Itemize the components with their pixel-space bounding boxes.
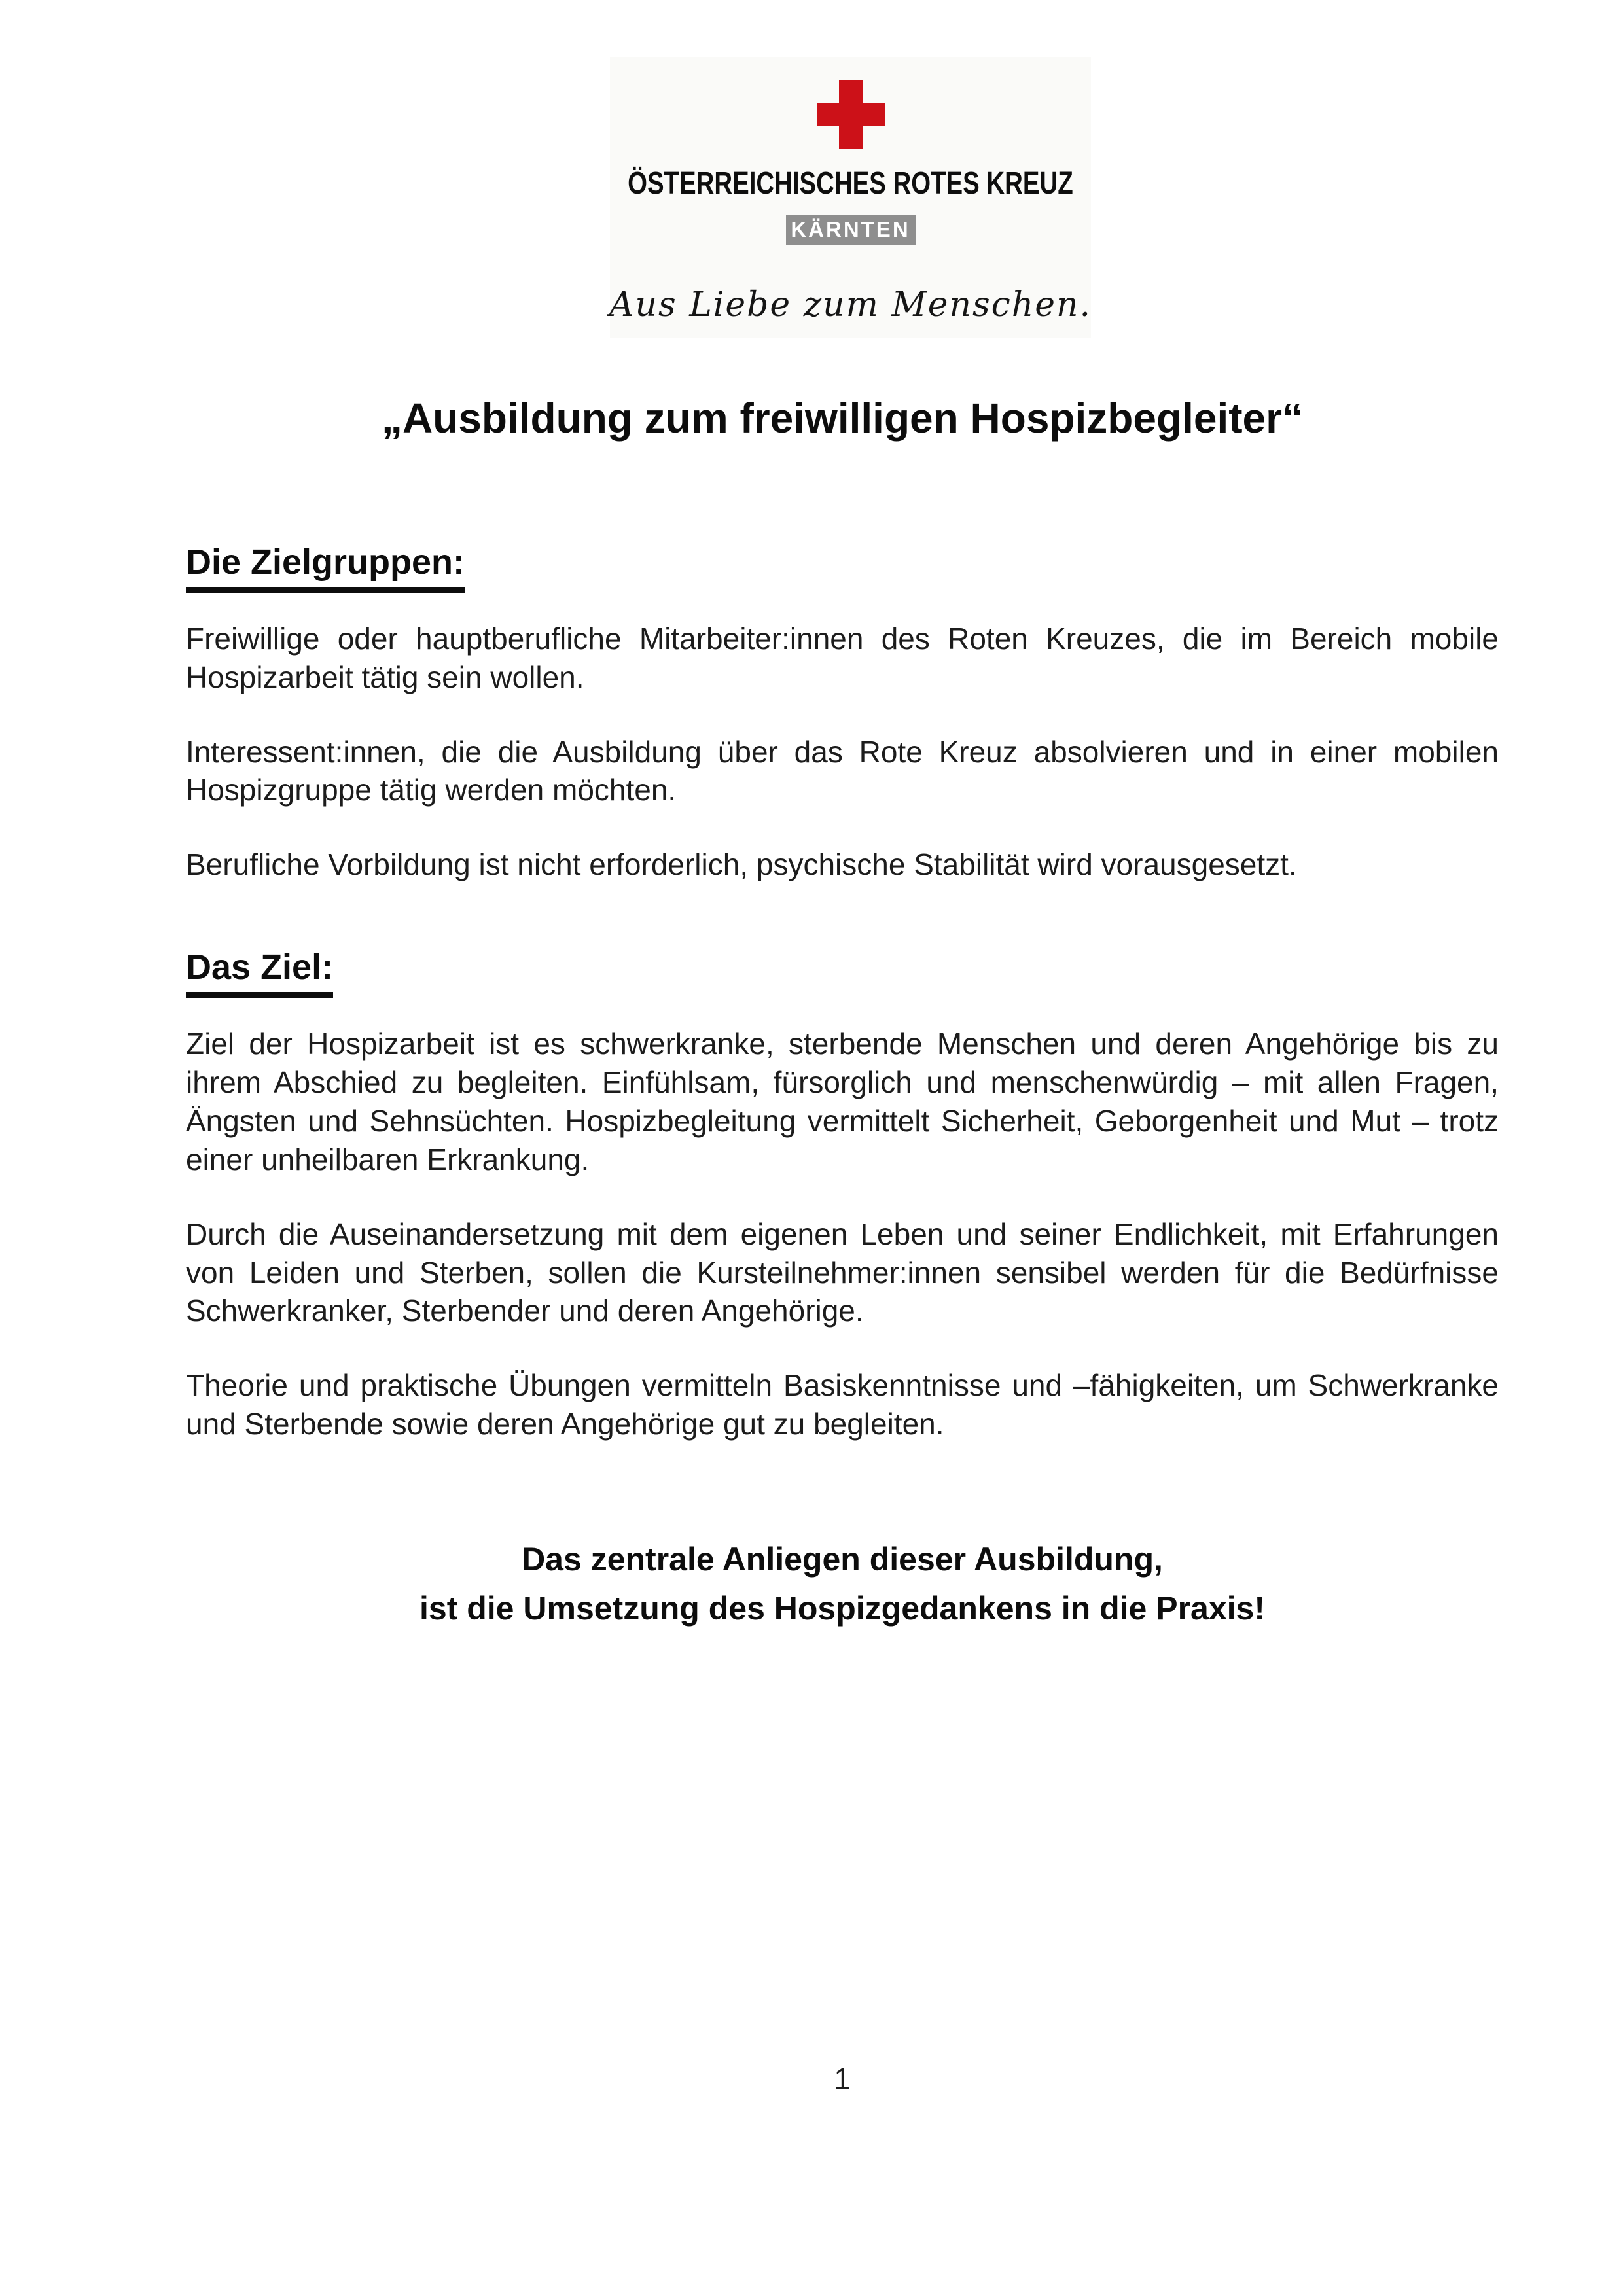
section-ziel bbox=[186, 947, 1499, 1443]
paragraph: Ziel der Hospizarbeit ist es schwerkranke, sterbende Menschen und deren Angehörige bis zu ihrem Abschied zu begleiten. Einfühlsam, fürsorglich und menschenwürdig – mit allen Fragen, Ängsten und Sehnsüchten. Hospizbegleitung vermittelt Sicherheit, Geborgenheit und Mut – trotz einer unheilbaren Erkrankung. bbox=[186, 1027, 1499, 1176]
paragraph: Durch die Auseinandersetzung mit dem eigenen Leben und seiner Endlichkeit, mit Erfahrungen von Leiden und Sterben, sollen die Kursteilnehmer:innen sensibel werden für die Bedürfnisse Schwerkranker, Sterbender und deren Angehörige. bbox=[186, 1216, 1499, 1328]
organization-name: ÖSTERREICHISCHES ROTES KREUZ bbox=[628, 166, 1073, 201]
page-number: 1 bbox=[834, 2062, 851, 2096]
section-zielgruppen bbox=[186, 542, 1499, 884]
central-statement bbox=[186, 1535, 1499, 1633]
region-badge: KÄRNTEN bbox=[786, 215, 916, 245]
central-statement-line-2: ist die Umsetzung des Hospizgedankens in die Praxis! bbox=[419, 1590, 1265, 1627]
central-statement-line-1: Das zentrale Anliegen dieser Ausbildung, bbox=[522, 1541, 1163, 1578]
section-heading-ziel: Das Ziel: bbox=[186, 947, 1499, 998]
red-cross-icon bbox=[817, 80, 885, 149]
logo-tagline: Aus Liebe zum Menschen. bbox=[609, 285, 1092, 325]
section-heading-zielgruppen: Die Zielgruppen: bbox=[186, 542, 1499, 593]
paragraph: Berufliche Vorbildung ist nicht erforderlich, psychische Stabilität wird vorausgesetzt. bbox=[186, 847, 1297, 882]
paragraph: Interessent:innen, die die Ausbildung über das Rote Kreuz absolvieren und in einer mobilen Hospizgruppe tätig werden möchten. bbox=[186, 734, 1499, 807]
paragraph: Freiwillige oder hauptberufliche Mitarbeiter:innen des Roten Kreuzes, die im Bereich mobile Hospizarbeit tätig sein wollen. bbox=[186, 621, 1499, 694]
paragraph: Theorie und praktische Übungen vermitteln Basiskenntnisse und –fähigkeiten, um Schwerkranke und Sterbende sowie deren Angehörige gut zu begleiten. bbox=[186, 1368, 1499, 1441]
red-cross-logo-block bbox=[610, 57, 1091, 338]
document-title: „Ausbildung zum freiwilligen Hospizbegleiter“ bbox=[381, 395, 1304, 442]
